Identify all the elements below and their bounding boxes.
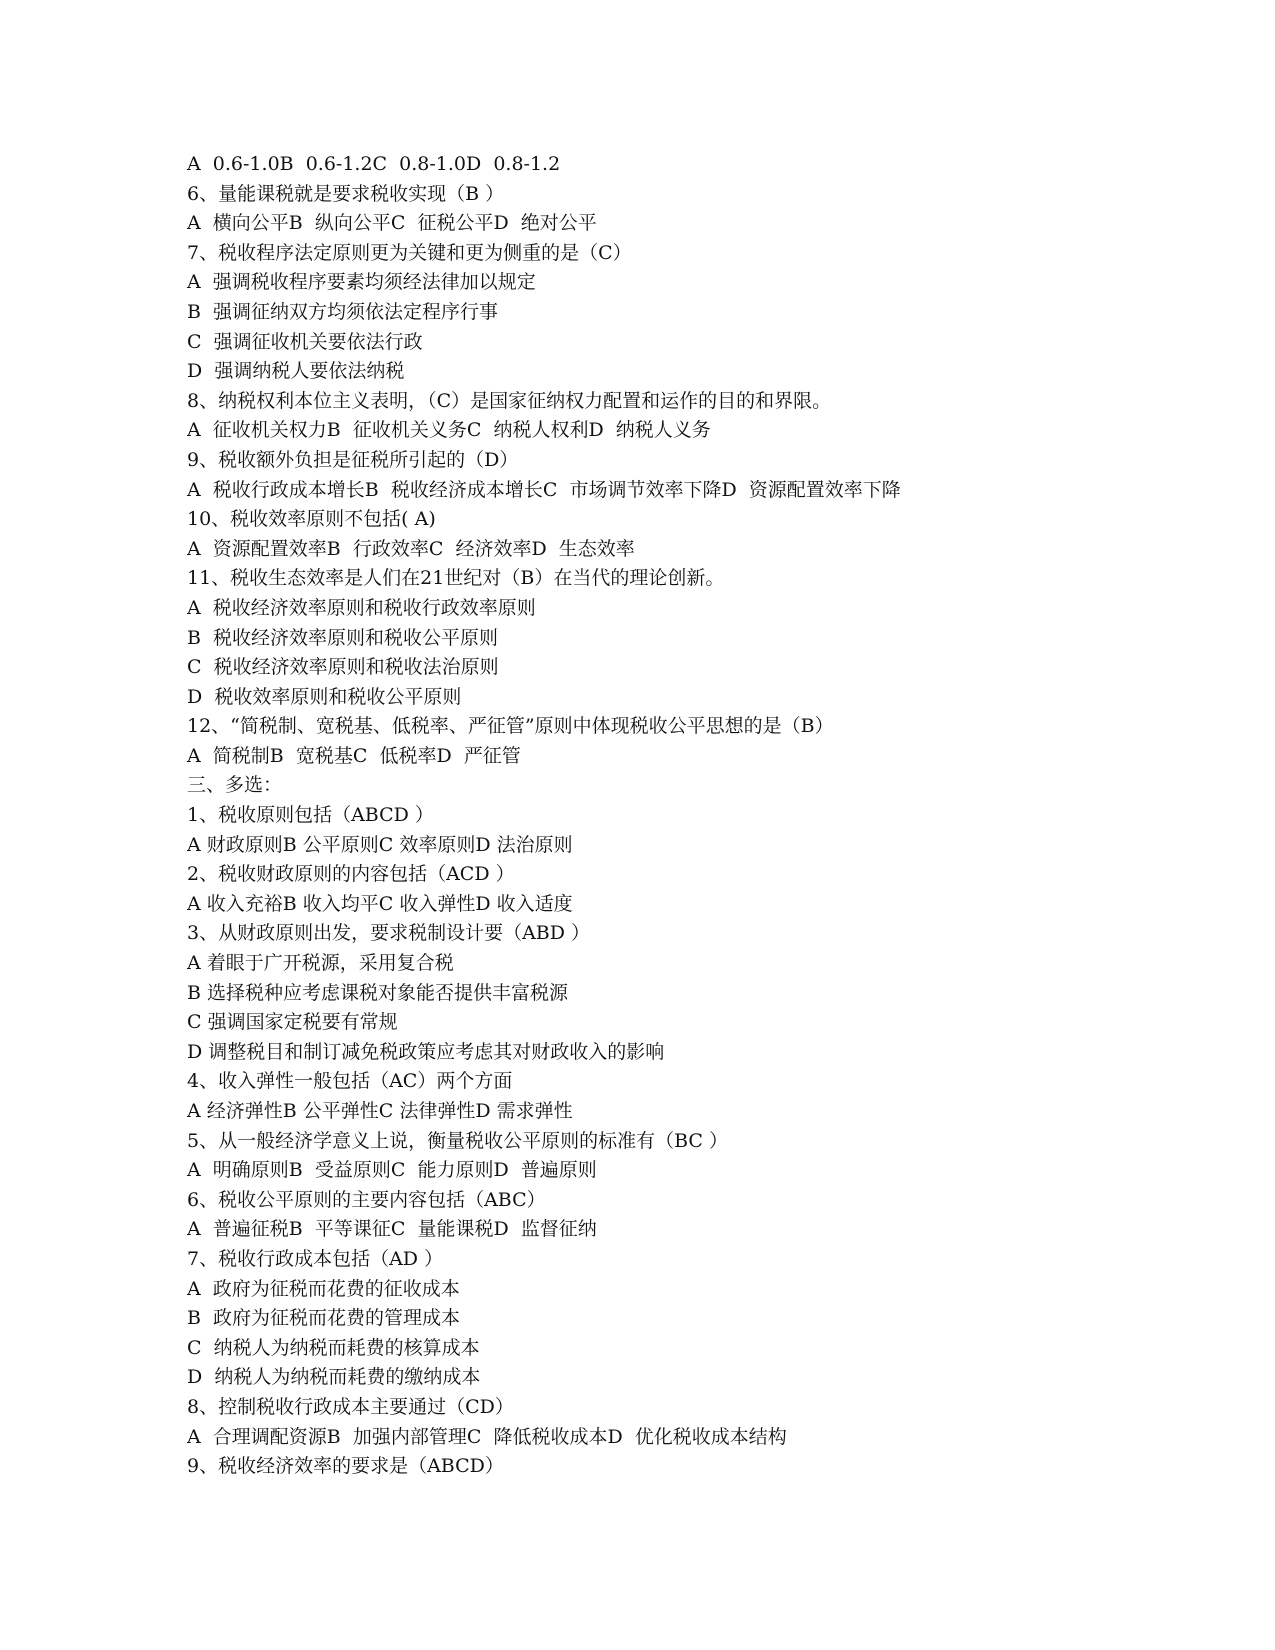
- option-line: C 税收经济效率原则和税收法治原则: [187, 656, 499, 679]
- question-line: 5、从一般经济学意义上说，衡量税收公平原则的标准有（BC ）: [187, 1129, 728, 1152]
- question-line: 8、纳税权利本位主义表明，（C）是国家征纳权力配置和运作的目的和界限。: [187, 389, 832, 412]
- option-line: A 资源配置效率B 行政效率C 经济效率D 生态效率: [187, 537, 635, 560]
- option-line: C 强调征收机关要依法行政: [187, 330, 423, 353]
- document-body: [187, 150, 1127, 1482]
- question-line: 10、税收效率原则不包括( A): [187, 508, 436, 531]
- option-line: B 税收经济效率原则和税收公平原则: [187, 626, 499, 649]
- option-line: C 纳税人为纳税而耗费的核算成本: [187, 1336, 480, 1359]
- option-line: A 收入充裕B 收入均平C 收入弹性D 收入适度: [187, 892, 573, 915]
- option-line: B 政府为征税而花费的管理成本: [187, 1307, 461, 1330]
- option-line: D 调整税目和制订减免税政策应考虑其对财政收入的影响: [187, 1040, 665, 1063]
- question-line: 6、量能课税就是要求税收实现（B ）: [187, 182, 505, 205]
- option-line: A 税收行政成本增长B 税收经济成本增长C 市场调节效率下降D 资源配置效率下降: [187, 478, 901, 501]
- question-line: 4、收入弹性一般包括（AC）两个方面: [187, 1070, 513, 1093]
- option-line: D 税收效率原则和税收公平原则: [187, 685, 462, 708]
- option-line: B 选择税种应考虑课税对象能否提供丰富税源: [187, 981, 569, 1004]
- option-line: A 简税制B 宽税基C 低税率D 严征管: [187, 744, 521, 767]
- option-line: A 财政原则B 公平原则C 效率原则D 法治原则: [187, 833, 573, 856]
- option-line: C 强调国家定税要有常规: [187, 1011, 398, 1034]
- option-line: A 税收经济效率原则和税收行政效率原则: [187, 596, 536, 619]
- question-line: 11、税收生态效率是人们在21世纪对（B）在当代的理论创新。: [187, 567, 725, 590]
- question-line: 6、税收公平原则的主要内容包括（ABC）: [187, 1188, 546, 1211]
- question-line: 1、税收原则包括（ABCD ）: [187, 804, 434, 827]
- section-heading: 三、多选：: [187, 774, 283, 797]
- question-line: 7、税收程序法定原则更为关键和更为侧重的是（C）: [187, 241, 632, 264]
- option-line: A 0.6-1.0B 0.6-1.2C 0.8-1.0D 0.8-1.2: [187, 153, 561, 175]
- question-line: 9、税收经济效率的要求是（ABCD）: [187, 1455, 504, 1478]
- option-line: A 征收机关权力B 征收机关义务C 纳税人权利D 纳税人义务: [187, 419, 711, 442]
- option-line: A 普遍征税B 平等课征C 量能课税D 监督征纳: [187, 1218, 597, 1241]
- option-line: A 政府为征税而花费的征收成本: [187, 1277, 460, 1300]
- option-line: A 合理调配资源B 加强内部管理C 降低税收成本D 优化税收成本结构: [187, 1425, 787, 1448]
- question-line: 2、税收财政原则的内容包括（ACD ）: [187, 863, 515, 886]
- question-line: 9、税收额外负担是征税所引起的（D）: [187, 448, 519, 471]
- question-line: 7、税收行政成本包括（AD ）: [187, 1247, 444, 1270]
- question-line: 8、控制税收行政成本主要通过（CD）: [187, 1395, 514, 1418]
- option-line: D 强调纳税人要依法纳税: [187, 360, 405, 383]
- option-line: A 强调税收程序要素均须经法律加以规定: [187, 271, 536, 294]
- option-line: A 横向公平B 纵向公平C 征税公平D 绝对公平: [187, 212, 597, 235]
- question-line: 3、从财政原则出发，要求税制设计要（ABD ）: [187, 922, 591, 945]
- option-line: A 经济弹性B 公平弹性C 法律弹性D 需求弹性: [187, 1100, 573, 1122]
- option-line: A 着眼于广开税源，采用复合税: [187, 952, 454, 975]
- question-line: 12、“简税制、宽税基、低税率、严征管”原则中体现税收公平思想的是（B）: [187, 715, 834, 738]
- option-line: D 纳税人为纳税而耗费的缴纳成本: [187, 1366, 481, 1389]
- option-line: B 强调征纳双方均须依法定程序行事: [187, 300, 499, 323]
- option-line: A 明确原则B 受益原则C 能力原则D 普遍原则: [187, 1159, 597, 1182]
